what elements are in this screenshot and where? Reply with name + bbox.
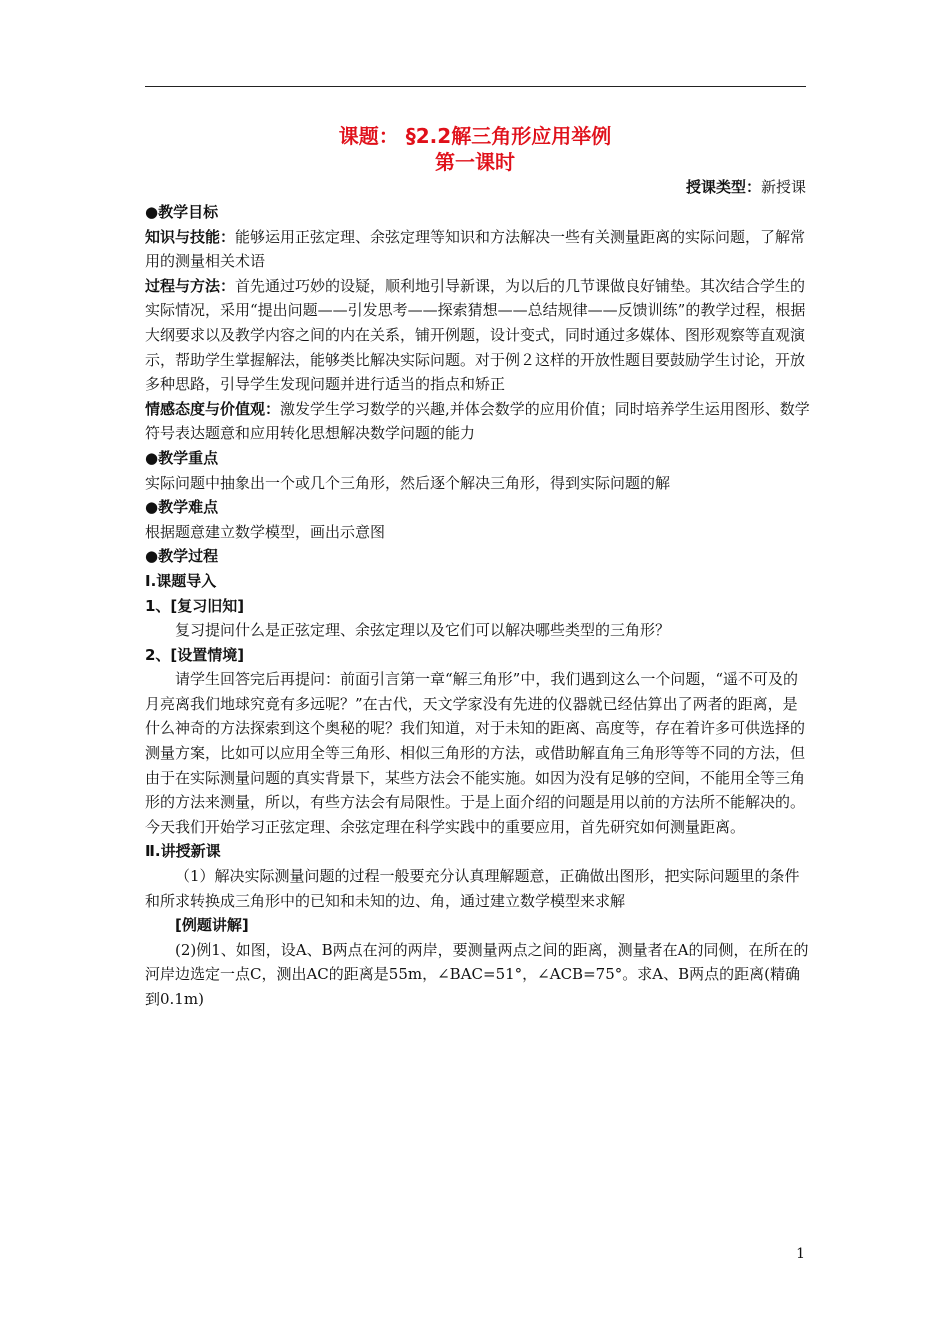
- attitude-label: 情感态度与价值观：: [145, 399, 281, 418]
- example-text-b: ，∠ACB=: [522, 965, 596, 984]
- goals-attitude: [145, 397, 810, 446]
- section-new: Ⅱ.讲授新课: [145, 842, 221, 861]
- key-point-heading: ●教学重点: [145, 448, 219, 467]
- process-label: 过程与方法：: [145, 276, 236, 295]
- document-body: [145, 200, 810, 1012]
- lesson-type-value: 新授课: [760, 178, 806, 196]
- goals-process: [145, 274, 810, 397]
- review-text: 复习提问什么是正弦定理、余弦定理以及它们可以解决哪些类型的三角形？: [175, 621, 671, 640]
- key-point-text: 实际问题中抽象出一个或几个三角形，然后逐个解决三角形，得到实际问题的解: [145, 473, 671, 492]
- process-heading: ●教学过程: [145, 547, 219, 566]
- section-intro: Ⅰ.课题导入: [145, 571, 217, 590]
- goals-heading: ●教学目标: [145, 203, 219, 221]
- lesson-title: 课题： §2.2解三角形应用举例: [338, 124, 612, 148]
- lesson-subtitle: 第一课时: [435, 150, 515, 174]
- example-heading: [例题讲解]: [175, 916, 249, 935]
- new-step-1: （1）解决实际测量问题的过程一般要充分认真理解题意，正确做出图形，把实际问题里的条件和所求转换成三角形中的已知和未知的边、角，通过建立数学模型来求解: [145, 867, 800, 910]
- example-1: [145, 938, 810, 1012]
- review-heading: 1、[复习旧知]: [145, 596, 245, 615]
- scenario-text: 请学生回答完后再提问：前面引言第一章“解三角形”中，我们遇到这么一个问题，“遥不可及的月亮离我们地球究竟有多远呢？”在古代，天文学家没有先进的仪器就已经估算出了两者的距离，是什么神奇的方法探索到这个奥秘的呢？我们知道，对于未知的距离、高度等，存在着许多可供选择的测量方案，比如可以应用全等三角形、相似三角形的方法，或借助解直角三角形等等不同的方法，但由于在实际测量问题的真实背景下，某些方法会不能实施。如因为没有足够的空间，不能用全等三角形的方法来测量，所以，有些方法会有局限性。于是上面介绍的问题是用以前的方法所不能解决的。今天我们开始学习正弦定理、余弦定理在科学实践中的重要应用，首先研究如何测量距离。: [145, 670, 806, 836]
- process-text: 首先通过巧妙的设疑，顺利地引导新课，为以后的几节课做良好铺垫。其次结合学生的实际情况，采用“提出问题——引发思考——探索猜想——总结规律——反馈训练”的教学过程，根据大纲要求以及教学内容之间的内在关系，铺开例题，设计变式，同时通过多媒体、图形观察等直观演示，帮助学生掌握解法，能够类比解决实际问题。对于例２这样的开放性题目要鼓励学生讨论，开放多种思路，引导学生发现问题并进行适当的指点和矫正: [145, 276, 806, 394]
- header-rule: [145, 86, 806, 87]
- lesson-type-label: 授课类型：: [685, 178, 761, 196]
- goals-knowledge: [145, 225, 810, 274]
- example-text-a: (2)例1、如图，设A、B两点在河的两岸，要测量两点之间的距离，测量者在A的同侧，在所在的河岸边选定一点C，测出AC的距离是55m，∠BAC=: [145, 940, 809, 984]
- knowledge-text: 能够运用正弦定理、余弦定理等知识和方法解决一些有关测量距离的实际问题，了解常用的测量相关术语: [145, 227, 806, 271]
- example-text-c: 。求A、B两点的距离(精确到0.1m): [145, 965, 800, 1008]
- lesson-type: [686, 177, 806, 197]
- attitude-text: 激发学生学习数学的兴趣,并体会数学的应用价值；同时培养学生运用图形、数学符号表达题意和应用转化思想解决数学问题的能力: [145, 399, 810, 443]
- angle-bac: 51°: [495, 965, 523, 984]
- page-number: 1: [796, 1246, 805, 1262]
- knowledge-label: 知识与技能：: [145, 227, 236, 246]
- difficulty-heading: ●教学难点: [145, 498, 219, 517]
- angle-acb: 75°: [595, 965, 623, 984]
- scenario-heading: 2、[设置情境]: [145, 645, 245, 664]
- difficulty-text: 根据题意建立数学模型，画出示意图: [145, 522, 386, 541]
